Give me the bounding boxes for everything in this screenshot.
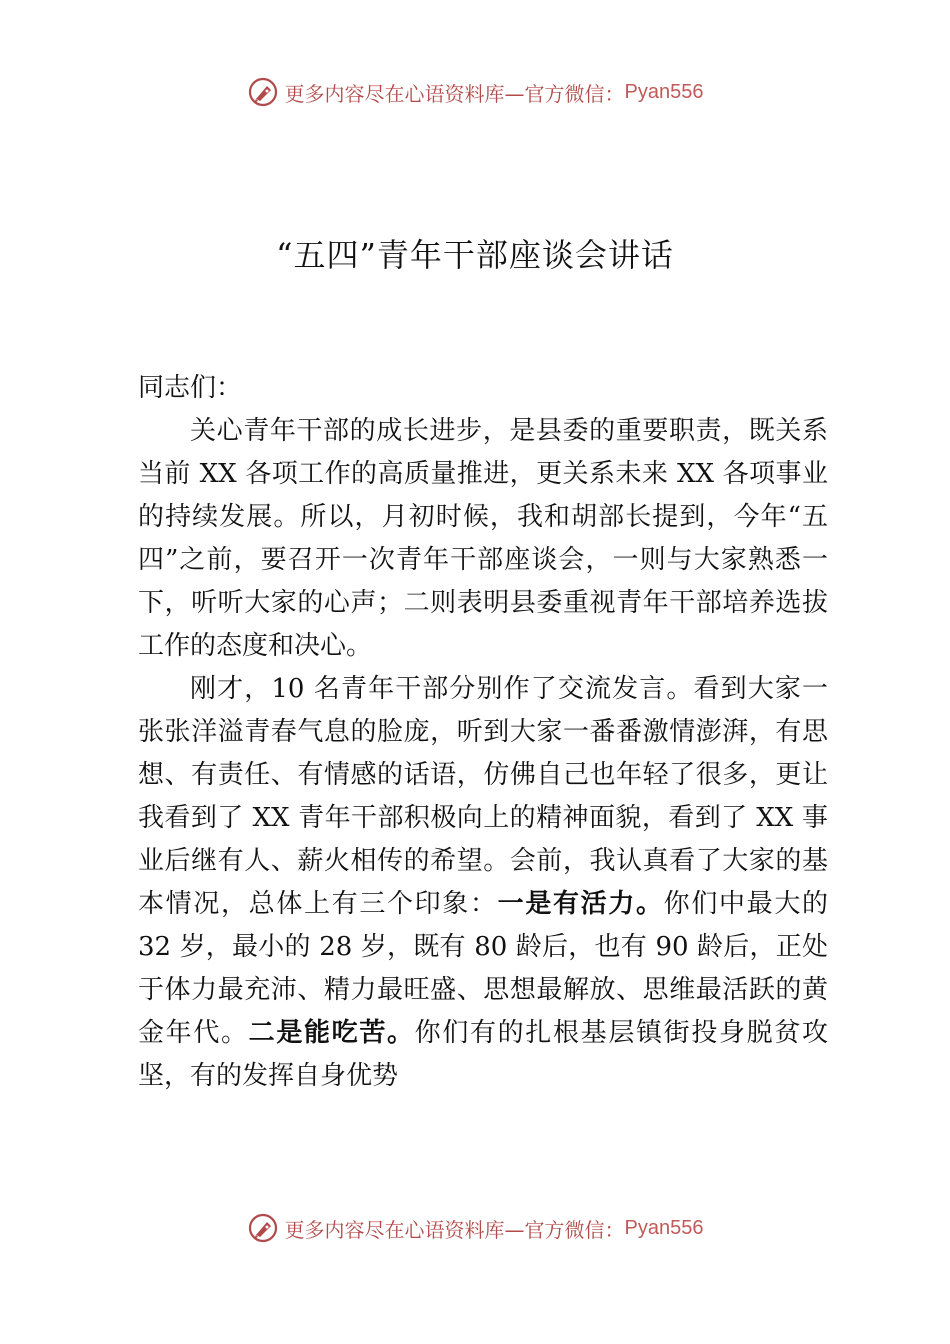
watermark-text: 更多内容尽在心语资料库—官方微信： xyxy=(284,81,625,106)
pen-nib-logo-icon xyxy=(247,76,279,108)
salutation: 同志们： xyxy=(138,373,243,403)
paragraph-2-text-c: 你们有的扎根基层镇街投身脱贫攻坚，有的发挥自身优势 xyxy=(138,1018,828,1091)
emphasis-point-1: 一是有活力。 xyxy=(497,889,664,919)
paragraph-2 xyxy=(138,668,828,1098)
paragraph-1: 关心青年干部的成长进步，是县委的重要职责，既关系当前 XX 各项工作的高质量推进，更关系未来 XX 各项事业的持续发展。所以，月初时候，我和胡部长提到，今年“五四”之前，要召开一次青年干部座谈会，一则与大家熟悉一下，听听大家的心声；二则表明县委重视青年干部培养选拔工作的态度和决心。 xyxy=(138,416,828,661)
emphasis-point-2: 二是能吃苦。 xyxy=(248,1018,415,1048)
footer-watermark xyxy=(0,1208,950,1248)
watermark-text: 更多内容尽在心语资料库—官方微信： xyxy=(284,1217,625,1242)
document-title: “五四”青年干部座谈会讲话 xyxy=(276,236,674,274)
document-body xyxy=(138,367,828,1098)
paragraph-2-text-b: 你们中最大的 32 岁，最小的 28 岁，既有 80 龄后，也有 90 龄后，正处于体力最充沛、精力最旺盛、思想最解放、思维最活跃的黄金年代。 xyxy=(138,889,828,1048)
paragraph-2-text-a: 刚才，10 名青年干部分别作了交流发言。看到大家一张张洋溢青春气息的脸庞，听到大家一番番激情澎湃，有思想、有责任、有情感的话语，仿佛自己也年轻了很多，更让我看到了 XX 青年干部积极向上的精神面貌，看到了 XX 事业后继有人、薪火相传的希望。会前，我认真看了大家的基本情况，总体上有三个印象： xyxy=(138,674,828,919)
watermark-wechat: Pyan556 xyxy=(624,80,704,103)
watermark-wechat: Pyan556 xyxy=(624,1216,704,1239)
pen-nib-logo-icon xyxy=(247,1212,279,1244)
header-watermark xyxy=(0,72,950,112)
